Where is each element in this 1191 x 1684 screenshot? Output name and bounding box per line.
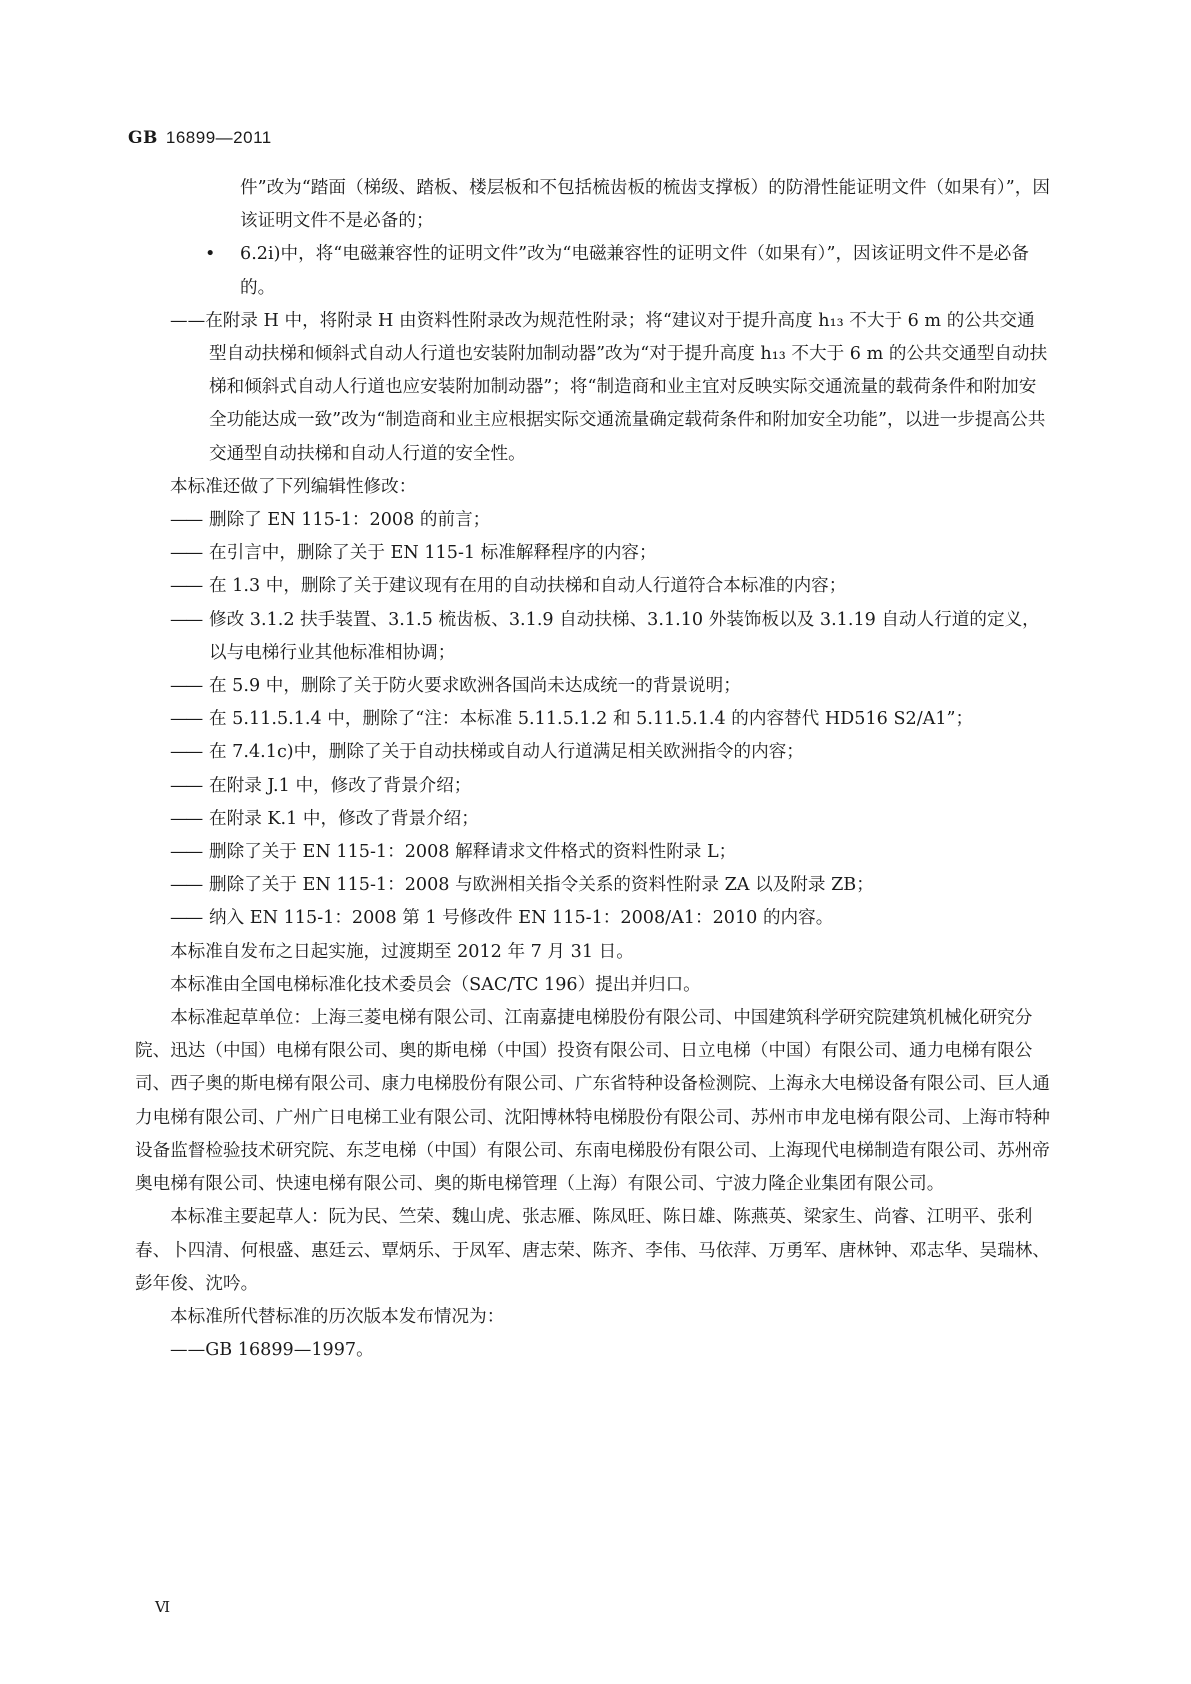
drafting-units: 本标准起草单位：上海三菱电梯有限公司、江南嘉捷电梯股份有限公司、中国建筑科学研究院建筑机械化研究分院、迅达（中国）电梯有限公司、奥的斯电梯（中国）投资有限公司、日立电梯（中国）有限公司、通力电梯有限公司、西子奥的斯电梯有限公司、康力电梯股份有限公司、广东省特种设备检测院、上海永大电梯设备有限公司、巨人通力电梯有限公司、广州广日电梯工业有限公司、沈阳博林特电梯股份有限公司、苏州市申龙电梯有限公司、上海市特种设备监督检验技术研究院、东芝电梯（中国）有限公司、东南电梯股份有限公司、上海现代电梯制造有限公司、苏州帝奥电梯有限公司、快速电梯有限公司、奥的斯电梯管理（上海）有限公司、宁波力隆企业集团有限公司。 [135, 1008, 1050, 1195]
history-item: ——GB 16899—1997。 [170, 1340, 374, 1361]
editorial-item-text: 在 5.11.5.1.4 中，删除了“注：本标准 5.11.5.1.2 和 5.11.5.1.4 的内容替代 HD516 S2/A1”； [209, 709, 974, 730]
standard-number: 16899—2011 [165, 128, 272, 147]
editorial-intro: 本标准还做了下列编辑性修改： [170, 476, 417, 497]
bullet-text: 6.2i)中，将“电磁兼容性的证明文件”改为“电磁兼容性的证明文件（如果有）”，因该证明文件不是必备的。 [240, 244, 1029, 298]
bullet-dot-icon: • [205, 244, 216, 265]
editorial-item-text: 在附录 J.1 中，修改了背景介绍； [209, 775, 472, 796]
editorial-item: —— 删除了关于 EN 115-1：2008 与欧洲相关指令关系的资料性附录 ZA 以及附录 ZB； [170, 875, 874, 896]
editorial-item-text: 在附录 K.1 中，修改了背景介绍； [209, 808, 479, 829]
annex-h-item: ——在附录 H 中，将附录 H 由资料性附录改为规范性附录；将“建议对于提升高度 h₁₃ 不大于 6 m 的公共交通型自动扶梯和倾斜式自动人行道也安装附加制动器”改为“对于提升高度 h₁₃ 不大于 6 m 的公共交通型自动扶梯和倾斜式自动人行道也应安装附加制动器”；将“制造商和业主宜对反映实际交通流量的载荷条件和附加安全功能达成一致”改为“制造商和业主应根据实际交通流量确定载荷条件和附加安全功能”，以进一步提高公共交通型自动扶梯和自动人行道的安全性。 [170, 310, 1048, 464]
effective-date: 本标准自发布之日起实施，过渡期至 2012 年 7 月 31 日。 [170, 941, 634, 962]
standard-code: GB [128, 128, 158, 148]
bullet-item [170, 238, 1050, 304]
history-intro: 本标准所代替标准的历次版本发布情况为： [170, 1306, 505, 1327]
editorial-item-text: 删除了关于 EN 115-1：2008 解释请求文件格式的资料性附录 L； [209, 842, 737, 863]
editorial-item: —— 在 1.3 中，删除了关于建议现有在用的自动扶梯和自动人行道符合本标准的内容； [170, 576, 847, 597]
document-body [135, 172, 1050, 1367]
editorial-item-text: 删除了关于 EN 115-1：2008 与欧洲相关指令关系的资料性附录 ZA 以及附录 ZB； [209, 875, 874, 896]
editorial-item: —— 在 7.4.1c)中，删除了关于自动扶梯或自动人行道满足相关欧洲指令的内容； [170, 742, 804, 763]
page-header [128, 128, 272, 148]
editorial-item: —— 删除了 EN 115-1：2008 的前言； [170, 510, 491, 531]
bullet-continuation: 件”改为“踏面（梯级、踏板、楼层板和不包括梳齿板的梳齿支撑板）的防滑性能证明文件（如果有）”，因该证明文件不是必备的； [240, 178, 1050, 232]
editorial-item: —— 在 5.11.5.1.4 中，删除了“注：本标准 5.11.5.1.2 和 5.11.5.1.4 的内容替代 HD516 S2/A1”； [170, 709, 974, 730]
drafters: 本标准主要起草人：阮为民、竺荣、魏山虎、张志雁、陈凤旺、陈日雄、陈燕英、梁家生、尚睿、江明平、张利春、卜四清、何根盛、惠廷云、覃炳乐、于凤军、唐志荣、陈齐、李伟、马依萍、万勇军、唐林钟、邓志华、吴瑞林、彭年俊、沈吟。 [135, 1207, 1050, 1294]
proposer: 本标准由全国电梯标准化技术委员会（SAC/TC 196）提出并归口。 [170, 974, 701, 995]
editorial-item: —— 在引言中，删除了关于 EN 115-1 标准解释程序的内容； [170, 543, 657, 564]
editorial-item: —— 在附录 J.1 中，修改了背景介绍； [170, 775, 472, 796]
editorial-item-text: 在 7.4.1c)中，删除了关于自动扶梯或自动人行道满足相关欧洲指令的内容； [209, 742, 804, 763]
editorial-item: —— 修改 3.1.2 扶手装置、3.1.5 梳齿板、3.1.9 自动扶梯、3.1.10 外装饰板以及 3.1.19 自动人行道的定义，以与电梯行业其他标准相协调； [170, 609, 1040, 663]
editorial-list [170, 504, 1050, 936]
editorial-item: —— 纳入 EN 115-1：2008 第 1 号修改件 EN 115-1：2008/A1：2010 的内容。 [170, 908, 834, 929]
editorial-item: —— 删除了关于 EN 115-1：2008 解释请求文件格式的资料性附录 L； [170, 842, 737, 863]
editorial-item-text: 修改 3.1.2 扶手装置、3.1.5 梳齿板、3.1.9 自动扶梯、3.1.10 外装饰板以及 3.1.19 自动人行道的定义，以与电梯行业其他标准相协调； [209, 609, 1040, 663]
editorial-item: —— 在 5.9 中，删除了关于防火要求欧洲各国尚未达成统一的背景说明； [170, 676, 741, 697]
editorial-item-text: 删除了 EN 115-1：2008 的前言； [209, 510, 491, 531]
editorial-item-text: 在 5.9 中，删除了关于防火要求欧洲各国尚未达成统一的背景说明； [209, 676, 741, 697]
editorial-item-text: 在 1.3 中，删除了关于建议现有在用的自动扶梯和自动人行道符合本标准的内容； [209, 576, 847, 597]
page-number: Ⅵ [155, 1598, 171, 1616]
editorial-item: —— 在附录 K.1 中，修改了背景介绍； [170, 808, 479, 829]
editorial-item-text: 纳入 EN 115-1：2008 第 1 号修改件 EN 115-1：2008/A1：2010 的内容。 [209, 908, 834, 929]
editorial-item-text: 在引言中，删除了关于 EN 115-1 标准解释程序的内容； [209, 543, 657, 564]
